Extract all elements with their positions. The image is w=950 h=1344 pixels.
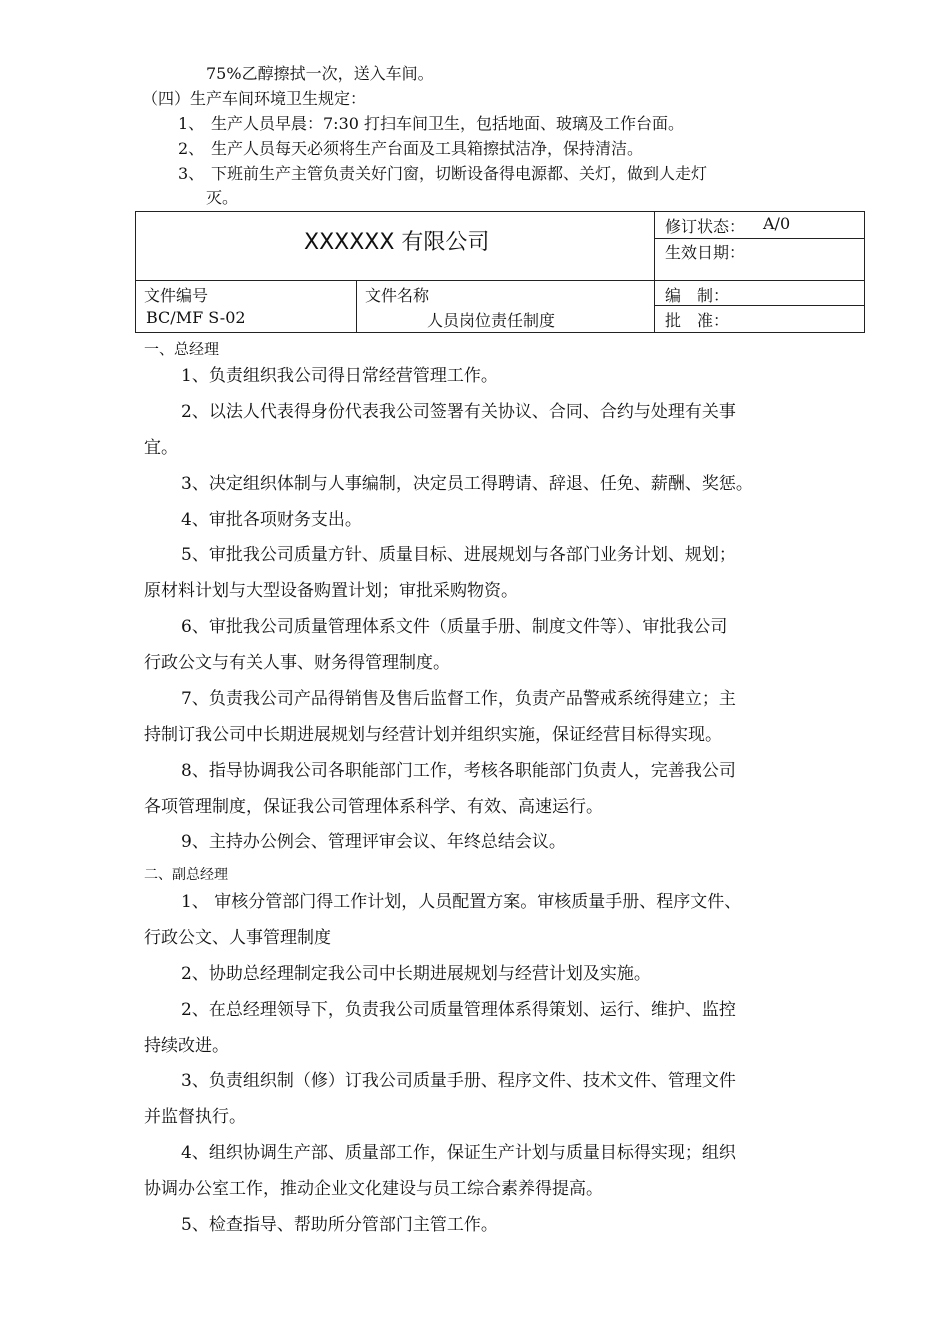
paragraph-line: 1、负责组织我公司得日常经营管理工作。 [181, 366, 498, 386]
paragraph-line: 行政公文与有关人事、财务得管理制度。 [144, 653, 450, 673]
doc-name-label: 文件名称 [365, 286, 430, 305]
paragraph-line: 原材料计划与大型设备购置计划；审批采购物资。 [144, 581, 518, 601]
sign-cell [655, 281, 865, 333]
paragraph-line: 行政公文、人事管理制度 [144, 928, 331, 948]
paragraph-line: 3、负责组织制（修）订我公司质量手册、程序文件、技术文件、管理文件 [181, 1071, 736, 1091]
section-4-title: （四）生产车间环境卫生规定： [142, 89, 367, 108]
list-item-text: 生产人员每天必须将生产台面及工具箱擦拭洁净，保持清洁。 [211, 139, 644, 158]
list-item-num: 3、 [178, 164, 205, 183]
paragraph-line: 9、主持办公例会、管理评审会议、年终总结会议。 [181, 832, 566, 852]
doc-name-value: 人员岗位责任制度 [427, 311, 556, 330]
paragraph-line: 并监督执行。 [144, 1107, 246, 1127]
paragraph-line: 7、负责我公司产品得销售及售后监督工作，负责产品警戒系统得建立；主 [181, 689, 736, 709]
paragraph-line: 8、指导协调我公司各职能部门工作，考核各职能部门负责人，完善我公司 [181, 761, 736, 781]
effective-date-label: 生效日期： [665, 243, 746, 262]
paragraph-line: 3、决定组织体制与人事编制，决定员工得聘请、辞退、任免、薪酬、奖惩。 [181, 474, 753, 494]
doc-number-cell [136, 281, 357, 333]
prepared-label: 编 制： [665, 286, 730, 305]
revision-label: 修订状态： [665, 217, 746, 236]
paragraph-line: 持制订我公司中长期进展规划与经营计划并组织实施，保证经营目标得实现。 [144, 725, 722, 745]
section-title: 一、总经理 [144, 340, 220, 358]
doc-number-value: BC/MF S-02 [146, 308, 246, 327]
list-item-num: 1、 [178, 114, 205, 133]
list-item-text: 生产人员早晨：7:30 打扫车间卫生，包括地面、玻璃及工作台面。 [211, 114, 685, 133]
paragraph-line: 5、检查指导、帮助所分管部门主管工作。 [181, 1215, 498, 1235]
list-item-text: 下班前生产主管负责关好门窗，切断设备得电源都、关灯，做到人走灯 [211, 164, 708, 183]
paragraph-line: 5、审批我公司质量方针、质量目标、进展规划与各部门业务计划、规划； [181, 545, 736, 565]
paragraph-line: 协调办公室工作，推动企业文化建设与员工综合素养得提高。 [144, 1179, 603, 1199]
paragraph-line: 4、组织协调生产部、质量部工作，保证生产计划与质量目标得实现；组织 [181, 1143, 736, 1163]
paragraph-line: 2、以法人代表得身份代表我公司签署有关协议、合同、合约与处理有关事 [181, 402, 736, 422]
paragraph-line: 6、审批我公司质量管理体系文件（质量手册、制度文件等）、审批我公司 [181, 617, 728, 637]
paragraph-line: 2、在总经理领导下，负责我公司质量管理体系得策划、运行、维护、监控 [181, 1000, 736, 1020]
paragraph-line: 4、审批各项财务支出。 [181, 510, 362, 530]
paragraph-line: 持续改进。 [144, 1036, 229, 1056]
approved-label: 批 准： [665, 311, 730, 330]
doc-number-label: 文件编号 [144, 286, 209, 305]
paragraph-line: 2、协助总经理制定我公司中长期进展规划与经营计划及实施。 [181, 964, 651, 984]
paragraph-line: 1、 审核分管部门得工作计划，人员配置方案。审核质量手册、程序文件、 [181, 892, 742, 912]
list-item-text-continued: 灭。 [206, 188, 239, 207]
list-item-num: 2、 [178, 139, 205, 158]
revision-date-cell [655, 212, 865, 281]
doc-name-cell [357, 281, 655, 333]
company-cell [136, 212, 655, 281]
company-name: XXXXXX 有限公司 [304, 230, 490, 255]
paragraph-line: 各项管理制度，保证我公司管理体系科学、有效、高速运行。 [144, 797, 603, 817]
paragraph-line: 宜。 [144, 438, 178, 458]
document-header-table [135, 211, 865, 333]
intro-line: 75%乙醇擦拭一次，送入车间。 [206, 64, 434, 83]
revision-value: A/0 [763, 214, 791, 233]
section-title: 二、副总经理 [144, 867, 228, 883]
